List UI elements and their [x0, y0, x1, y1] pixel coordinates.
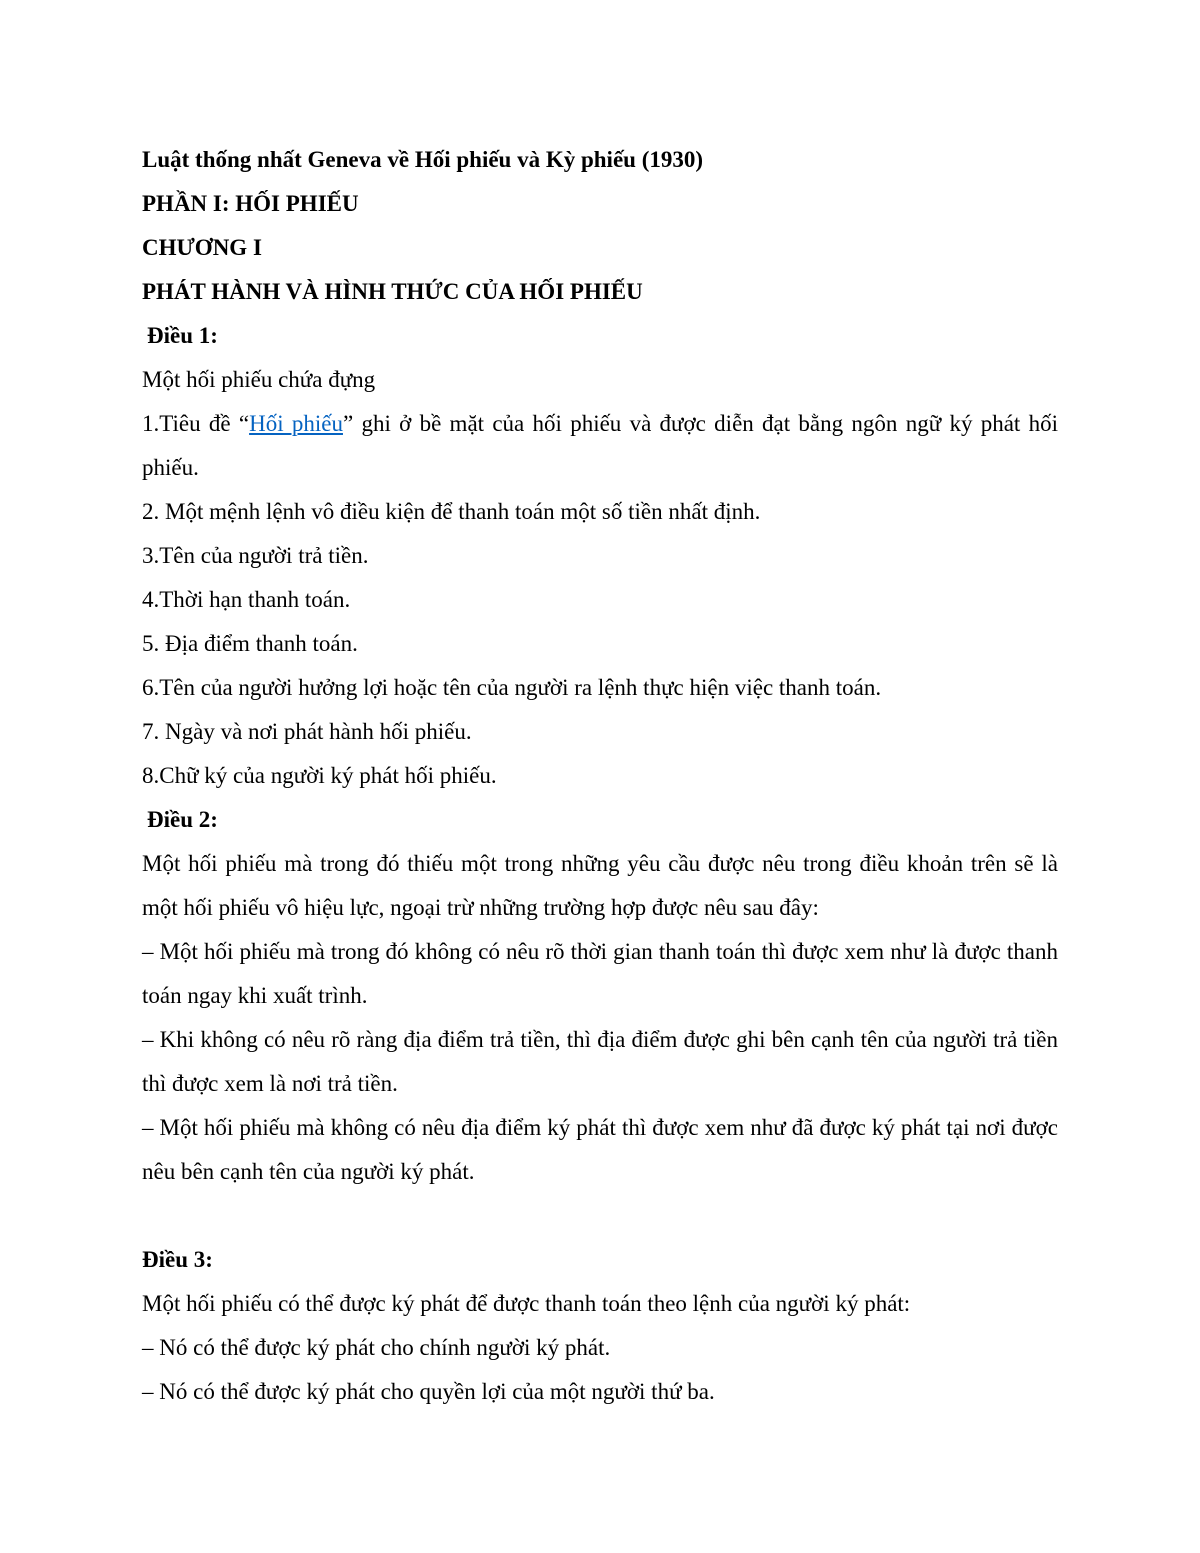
article-3-heading: Điều 3:	[142, 1247, 213, 1272]
paragraph-spacer	[142, 1194, 1058, 1238]
article-1-heading: Điều 1:	[147, 323, 218, 348]
article-1-item-8: 8.Chữ ký của người ký phát hối phiếu.	[142, 763, 497, 788]
article-3-para-3: – Nó có thể được ký phát cho quyền lợi của một người thứ ba.	[142, 1379, 715, 1404]
article-3-para-2: – Nó có thể được ký phát cho chính người ký phát.	[142, 1335, 611, 1360]
article-1-item-7: 7. Ngày và nơi phát hành hối phiếu.	[142, 719, 472, 744]
chapter-heading: CHƯƠNG I	[142, 235, 262, 260]
item-1-suffix: ” ghi ở bề mặt của hối phiếu và được diễn đạt bằng ngôn ngữ ký phát hối phiếu.	[142, 411, 1058, 480]
article-2-para-2: – Một hối phiếu mà trong đó không có nêu rõ thời gian thanh toán thì được xem như là được thanh toán ngay khi xuất trình.	[142, 939, 1058, 1008]
article-1-item-1	[142, 402, 1058, 490]
article-2-para-4: – Một hối phiếu mà không có nêu địa điểm ký phát thì được xem như đã được ký phát tại nơi được nêu bên cạnh tên của người ký phát.	[142, 1115, 1058, 1184]
article-2-heading: Điều 2:	[147, 807, 218, 832]
document-page	[142, 138, 1058, 1414]
article-2-para-1: Một hối phiếu mà trong đó thiếu một trong những yêu cầu được nêu trong điều khoản trên sẽ là một hối phiếu vô hiệu lực, ngoại trừ những trường hợp được nêu sau đây:	[142, 851, 1058, 920]
article-1-item-3: 3.Tên của người trả tiền.	[142, 543, 369, 568]
article-2-para-3: – Khi không có nêu rõ ràng địa điểm trả tiền, thì địa điểm được ghi bên cạnh tên của người trả tiền thì được xem là nơi trả tiền.	[142, 1027, 1058, 1096]
chapter-title: PHÁT HÀNH VÀ HÌNH THỨC CỦA HỐI PHIẾU	[142, 279, 643, 304]
article-1-intro: Một hối phiếu chứa đựng	[142, 367, 376, 392]
document-title: Luật thống nhất Geneva về Hối phiếu và Kỳ phiếu (1930)	[142, 147, 704, 172]
bill-of-exchange-link[interactable]: Hối phiếu	[249, 411, 343, 436]
item-1-prefix: 1.Tiêu đề “	[142, 411, 250, 436]
article-1-item-2: 2. Một mệnh lệnh vô điều kiện để thanh toán một số tiền nhất định.	[142, 499, 761, 524]
article-1-item-4: 4.Thời hạn thanh toán.	[142, 587, 351, 612]
article-1-item-5: 5. Địa điểm thanh toán.	[142, 631, 358, 656]
article-1-item-6: 6.Tên của người hưởng lợi hoặc tên của người ra lệnh thực hiện việc thanh toán.	[142, 675, 882, 700]
article-3-para-1: Một hối phiếu có thể được ký phát để được thanh toán theo lệnh của người ký phát:	[142, 1291, 911, 1316]
part-heading: PHẦN I: HỐI PHIẾU	[142, 191, 359, 216]
